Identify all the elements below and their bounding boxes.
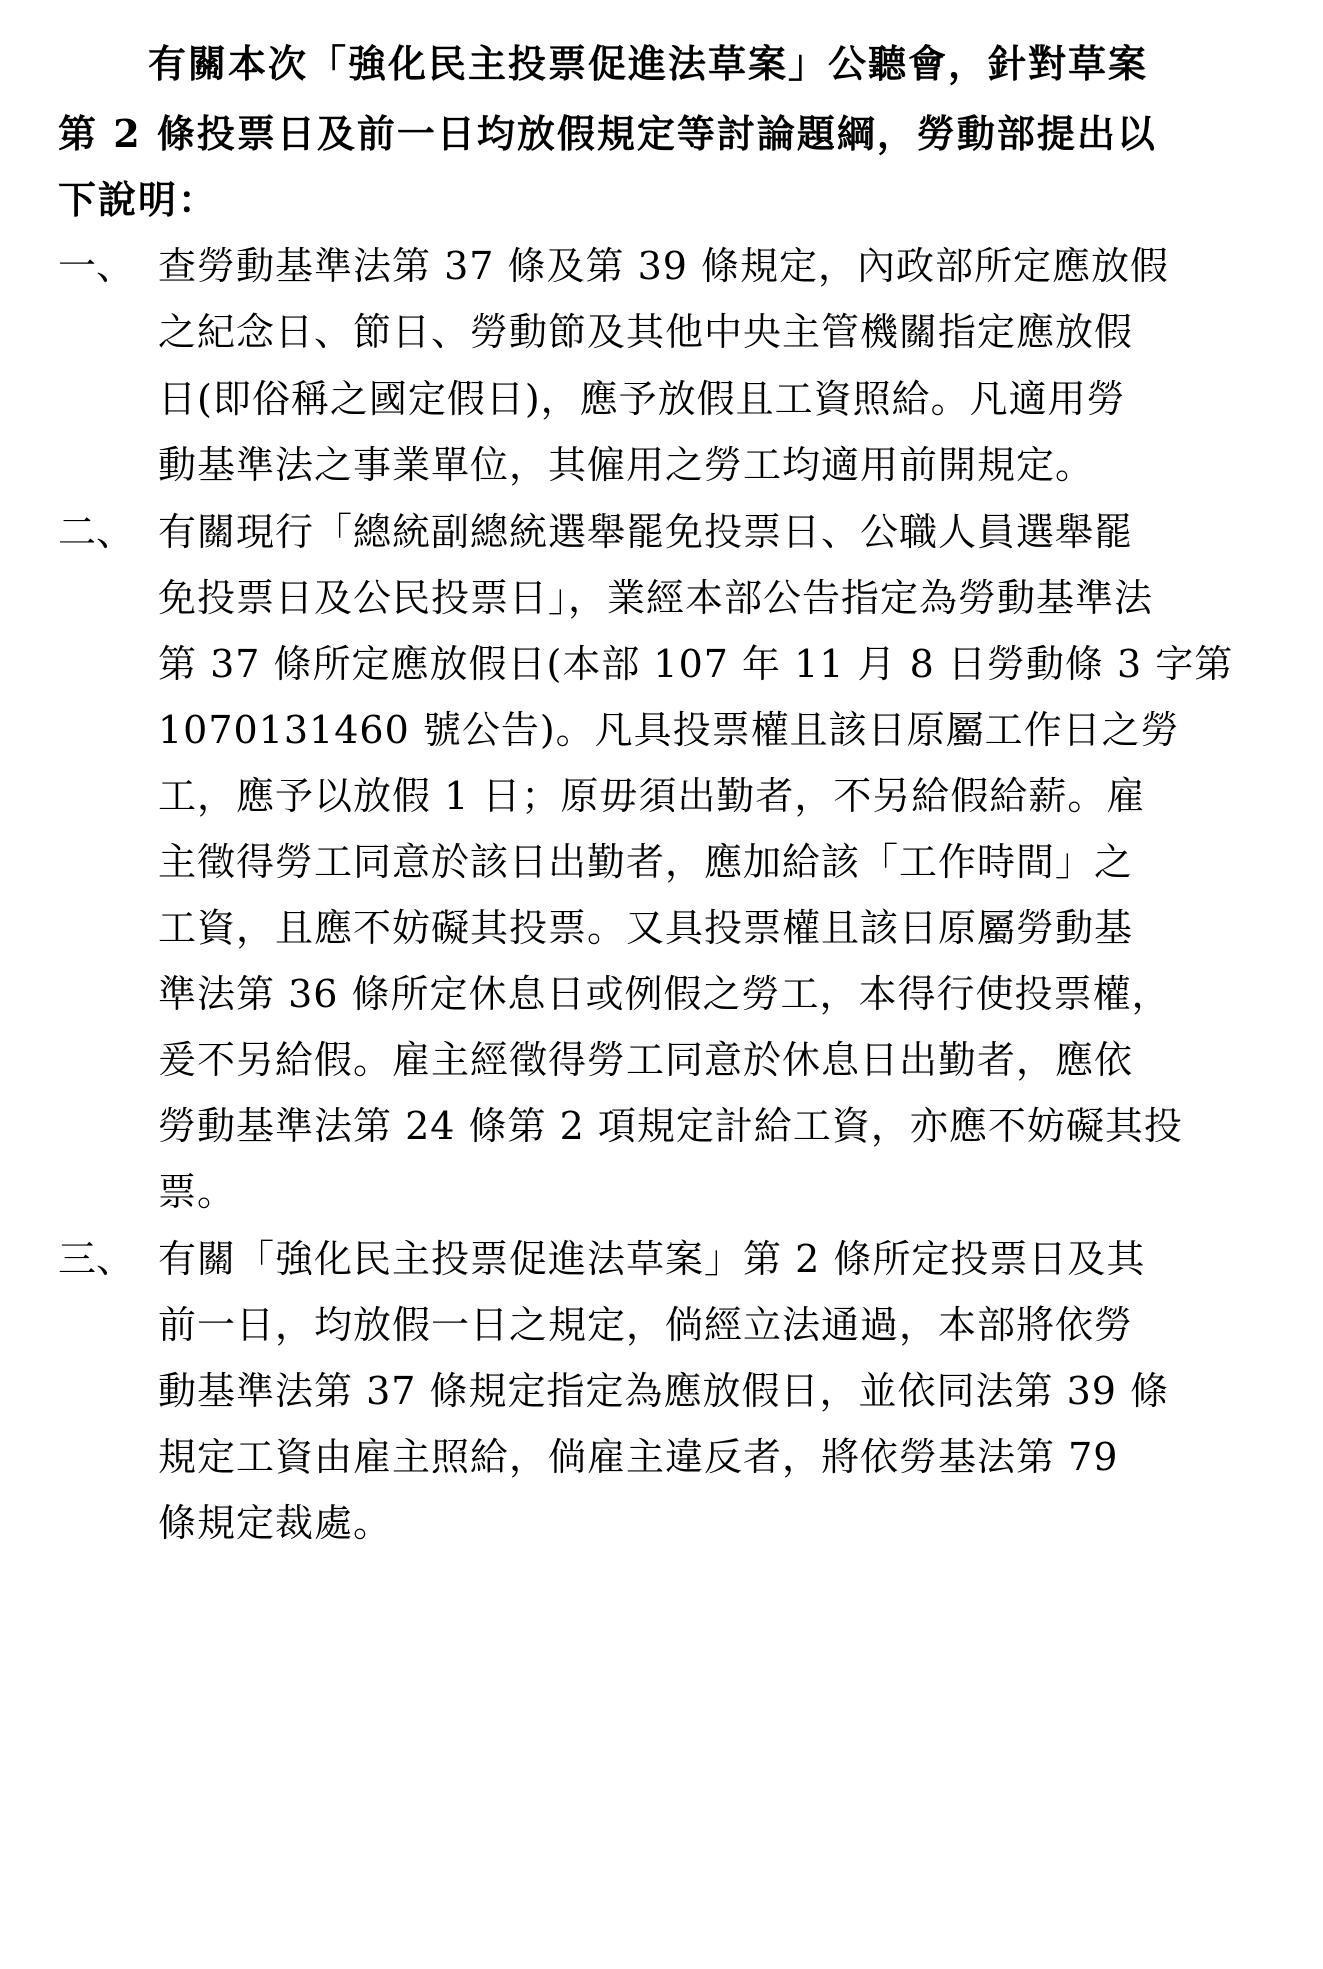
item-2-line-10: 勞動基準法第 24 條第 2 項規定計給工資，亦應不妨礙其投	[158, 1104, 1183, 1148]
item-2-line-2: 免投票日及公民投票日」，業經本部公告指定為勞動基準法	[158, 576, 1154, 620]
item-2-line-8: 準法第 36 條所定休息日或例假之勞工，本得行使投票權，	[158, 972, 1171, 1016]
item-1-line-4: 動基準法之事業單位，其僱用之勞工均適用前開規定。	[158, 443, 1095, 487]
item-3-line-3: 動基準法第 37 條規定指定為應放假日，並依同法第 39 條	[158, 1369, 1170, 1413]
item-3-line-5: 條規定裁處。	[158, 1501, 393, 1545]
item-2-line-9: 爰不另給假。雇主經徵得勞工同意於休息日出勤者，應依	[158, 1038, 1134, 1082]
item-3-line-2: 前一日，均放假一日之規定，倘經立法通過，本部將依勞	[158, 1303, 1134, 1347]
item-1-line-3: 日(即俗稱之國定假日)，應予放假且工資照給。凡適用勞	[158, 377, 1126, 421]
item-2-line-5: 工，應予以放假 1 日；原毋須出勤者，不另給假給薪。雇	[158, 774, 1146, 818]
item-2-line-11: 票。	[158, 1170, 237, 1214]
item-1-line-2: 之紀念日、節日、勞動節及其他中央主管機關指定應放假	[158, 310, 1134, 354]
item-2-line-4: 1070131460 號公告)。凡具投票權且該日原屬工作日之勞	[158, 708, 1180, 752]
item-2-line-1: 有關現行「總統副總統選舉罷免投票日、公職人員選舉罷	[158, 510, 1134, 554]
item-2-line-7: 工資，且應不妨礙其投票。又具投票權且該日原屬勞動基	[158, 906, 1134, 950]
intro-line-2: 第 2 條投票日及前一日均放假規定等討論題綱，勞動部提出以	[58, 111, 1157, 156]
item-3-marker: 三、	[58, 1237, 135, 1281]
item-2-line-6: 主徵得勞工同意於該日出勤者，應加給該「工作時間」之	[158, 840, 1134, 884]
item-2-line-3: 第 37 條所定應放假日(本部 107 年 11 月 8 日勞動條 3 字第	[158, 642, 1234, 686]
item-3-line-1: 有關「強化民主投票促進法草案」第 2 條所定投票日及其	[158, 1237, 1146, 1281]
item-2-marker: 二、	[58, 510, 135, 554]
intro-line-1: 有關本次「強化民主投票促進法草案」公聽會，針對草案	[148, 41, 1149, 86]
item-3-line-4: 規定工資由雇主照給，倘雇主違反者，將依勞基法第 79	[158, 1435, 1119, 1479]
item-1-marker: 一、	[58, 244, 135, 288]
intro-line-3: 下說明：	[58, 177, 219, 222]
item-1-line-1: 查勞動基準法第 37 條及第 39 條規定，內政部所定應放假	[158, 244, 1170, 288]
